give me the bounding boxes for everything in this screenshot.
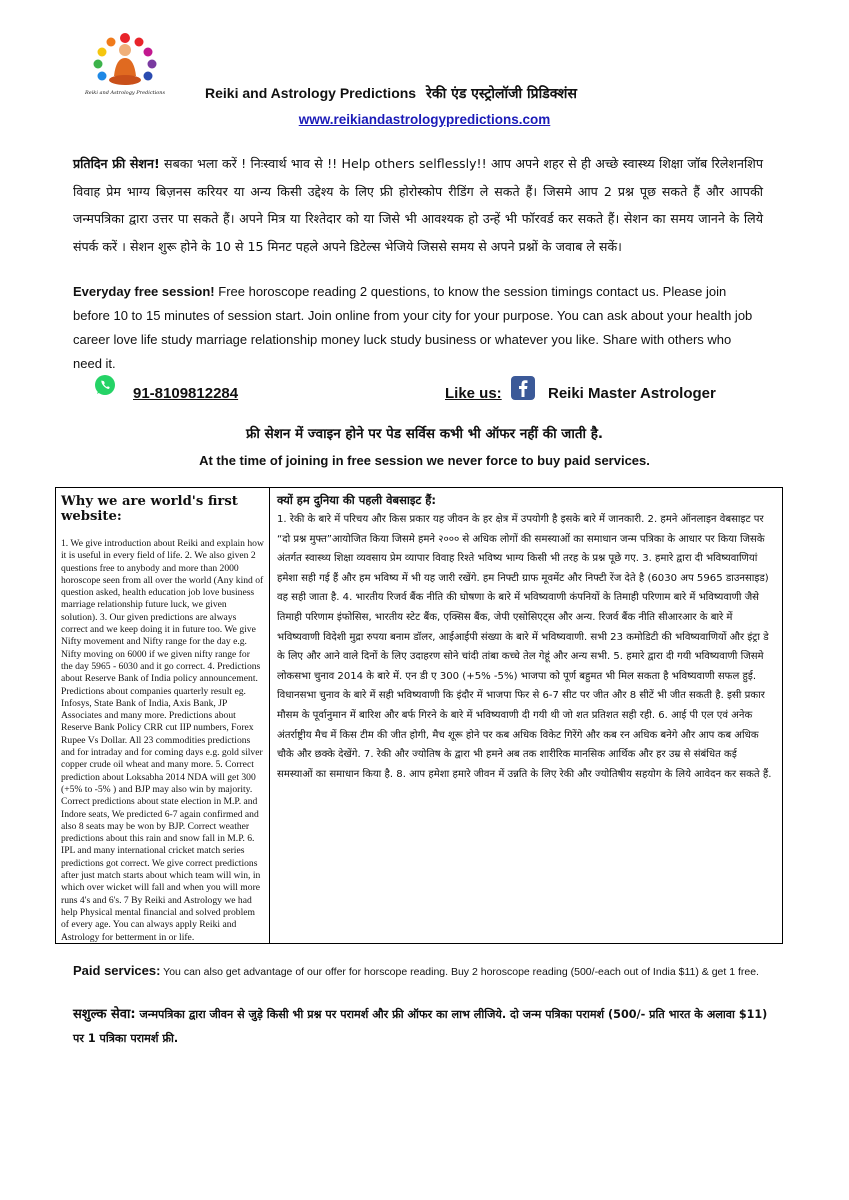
paid-services-english — [73, 960, 763, 983]
paid-services-label: Paid services: — [73, 963, 161, 978]
intro-hindi-text: सबका भला करें ! निःस्वार्थ भाव से !! Help others selflessly!! आप अपने शहर से ही अच्छे स्वास्थ्य शिक्षा जॉब रिलेशनशिप विवाह प्रेम भाग्य बिज़नस करियर या अन्य किसी उद्देश्य के लिए फ्री होरोस्कोप रीडिंग ले सकते हैं। जिसमे आप 2 प्रश्न पूछ सकते हैं और आपकी जन्मपत्रिका द्वारा उत्तर पा सकते हैं। अपने मित्र या रिश्तेदार को या जिसे भी आवश्यक हो उन्हें भी फॉरवर्ड कर सकते हैं। सेशन का समय जानने के लिये संपर्क करें । सेशन शुरू होने के 10 से 15 मिनट पहले अपने डिटेल्स भेजिये जिससे समय से अपने प्रश्नों के जवाब ले सकें। — [73, 156, 763, 254]
page-title — [205, 84, 725, 103]
whatsapp-icon — [94, 374, 116, 396]
website-link[interactable]: www.reikiandastrologypredictions.com — [298, 112, 551, 127]
why-hindi-heading: क्यों हम दुनिया की पहली वेबसाइट हैं: — [277, 493, 437, 507]
notice-hindi: फ्री सेशन में ज्वाइन होने पर पेड सर्विस कभी भी ऑफर नहीं की जाती है. — [245, 426, 604, 442]
title-english: Reiki and Astrology Predictions — [205, 85, 417, 101]
logo-caption: Reiki and Astrology Predictions — [84, 90, 166, 96]
intro-english-lead: Everyday free session! — [73, 284, 215, 299]
logo — [80, 30, 170, 102]
notice-english: At the time of joining in free session we never force to buy paid services. — [199, 453, 650, 468]
paid-services-hindi-label: सशुल्क सेवा: — [73, 1007, 136, 1022]
like-us-label: Like us: — [445, 385, 502, 402]
paid-services-hindi-text: जन्मपत्रिका द्वारा जीवन से जुड़े किसी भी प्रश्न पर परामर्श और फ्री ऑफर का लाभ लीजिये. दो जन्म पत्रिका परामर्श (500/- प्रति भारत के अलावा $11) पर 1 पत्रिका परामर्श फ्री. — [73, 1008, 768, 1045]
paid-services-text: You can also get advantage of our offer for horscope reading. Buy 2 horoscope reading (500/-each out of India $11) & get 1 free. — [160, 966, 759, 978]
why-first-website-table — [55, 487, 783, 944]
intro-english-text: Free horoscope reading 2 questions, to know the session timings contact us. Please join before 10 to 15 minutes of session start. Join online from your city for your purpose. You can ask about your health job career love life study marriage relationship money luck study business or whatever you like. Share with others who need it. — [73, 284, 753, 371]
intro-english — [73, 280, 763, 376]
title-hindi: रेकी एंड एस्ट्रोलॉजी प्रिडिक्शंस — [426, 86, 577, 102]
why-english-heading: Why we are world's first website: — [61, 494, 238, 524]
facebook-page-name[interactable]: Reiki Master Astrologer — [548, 385, 716, 402]
paid-services-hindi — [73, 1003, 773, 1051]
why-hindi-column — [270, 488, 782, 943]
intro-hindi — [73, 150, 763, 260]
why-hindi-body: 1. रेकी के बारे में परिचय और किस प्रकार यह जीवन के हर क्षेत्र में उपयोगी है इसके बारे में जानकारी. 2. हमने ऑनलाइन वेबसाइट पर “दो प्रश्न मुफ्त”आयोजित किया जिसमे हमने २००० से अधिक लोगों की समस्याओं का समाधान जन्म पत्रिका के आधार पर किया जिसके अंतर्गत स्वास्थ्य शिक्षा व्यवसाय प्रेम व्यापार विवाह रिश्ते भविष्य भाग्य किसी भी तरह के प्रश्न पूछे गए. 3. हमारे द्वारा दी भविष्यवाणियां हमेशा सही गई हैं और हम भविष्य में भी यह जारी रखेंगे. हम निफ्टी ग्राफ मूवमेंट और निफ्टी रेंज देते है (6030 अप 5965 डाउनसाइड) वह सही जाता है. 4. भारतीय रिजर्व बैंक नीति की घोषणा के बारे में भविष्यवाणी कंपनियों के तिमाही परिणाम बारे में भविष्यवाणी जैसे तिमाही परिणाम इंफोसिस, भारतीय स्टेट बैंक, एक्सिस बैंक, जेपी एसोसिएट्स और अन्य. रिजर्व बैंक नीति सीआरआर के बारे में भविष्यवाणी विदेशी मुद्रा रुपया बनाम डॉलर, आईआईपी संख्या के बारे में भविष्यवाणी. सभी 23 कमोडिटी की भविष्यवाणियों और इंट्रा डे के लिए और आने वाले दिनों के लिए उदाहरण सोने चांदी तांबा कच्चे तेल गेहूं और अन्य सभी. 5. हमारे द्वारा दी गयी भविष्यवाणी जिसमे लोकसभा चुनाव 2014 के बारे में. एन डी ए 300 (+5% -5%) भाजपा को पूर्ण बहुमत भी मिल सकता है भविष्यवाणी सफल हुई. विधानसभा चुनाव के बारे में सही भविष्यवाणी कि इंदौर में भाजपा फिर से 6-7 सीट पर जीत और 8 सीटें भी जीत सकती है. इसी प्रकार मौसम के पूर्वानुमान में बारिश और बर्फ गिरने के बारे में भविष्यवाणी दी गयी थी जो शत प्रतिशत सही रही. 6. आई पी एल एवं अनेक अंतर्राष्ट्रीय मैच में किस टीम की जीत होगी, मैच शूरू होने पर कब अधिक विकेट गिरेंगे और कब रन अधिक बनेगे और आप कब अधिक चौके और छक्के देखेंगे. 7. रेकी और ज्योतिष के द्वारा भी हमने अब तक शारीरिक मानसिक आर्थिक और हर उम्र से संबंधित कई समस्याओं का समाधान किया है. 8. आप हमेशा हमारे जीवन में उन्नति के लिए रेकी और ज्योतिषीय सहयोग के लिये आवेदन कर सकते हैं. — [277, 514, 772, 780]
why-english-column — [56, 488, 270, 943]
intro-hindi-lead: प्रतिदिन फ्री सेशन! — [73, 156, 160, 171]
why-english-body: 1. We give introduction about Reiki and explain how it is useful in every field of life. 2. We also given 2 questions free to anybody and more than 2000 horoscope seen from all over the world (Any kind of question asked, health education job love business marriage relationship future luck, we given solution). 3. Our given predictions are always correct and we keep doing it in future too. We give Nifty movement and Nifty range for the day e.g. Nifty moving on 6000 if we given nifty range for the day 5965 - 6030 and it go correct. 4. Predictions about Reserve Bank of India policy announcement. Predictions about companies quarterly result eg. Infosys, State Bank of India, Axis Bank, JP Associates and many more. Predictions about Reserve Bank Policy CRR cut IIP numbers, Forex Rupee Vs Dollar. All 23 commodities predictions and for intraday and for coming days e.g. gold silver copper crude oil wheat and many more. 5. Correct prediction about Loksabha 2014 NDA will get 300 (+5% to -5% ) and BJP may also win by majority. Correct predictions about state election in M.P. and Indore seats, We predicted 6-7 again confirmed and also 8 seats may be won by BJP. Correct weather predictions about this rain and snow fall in M.P. 6. IPL and many international cricket match series predictions got correct. We give correct predictions after just match starts about which team will win, in which over wicket will fall and when you will more runs 4's and 6's. 7 By Reiki and Astrology we had help Physical mental financial and solved problem of every age. You can always apply Reiki and Astrology for betterment in or life. — [61, 538, 264, 943]
phone-number[interactable]: 91-8109812284 — [133, 385, 239, 402]
facebook-icon[interactable] — [510, 375, 536, 401]
